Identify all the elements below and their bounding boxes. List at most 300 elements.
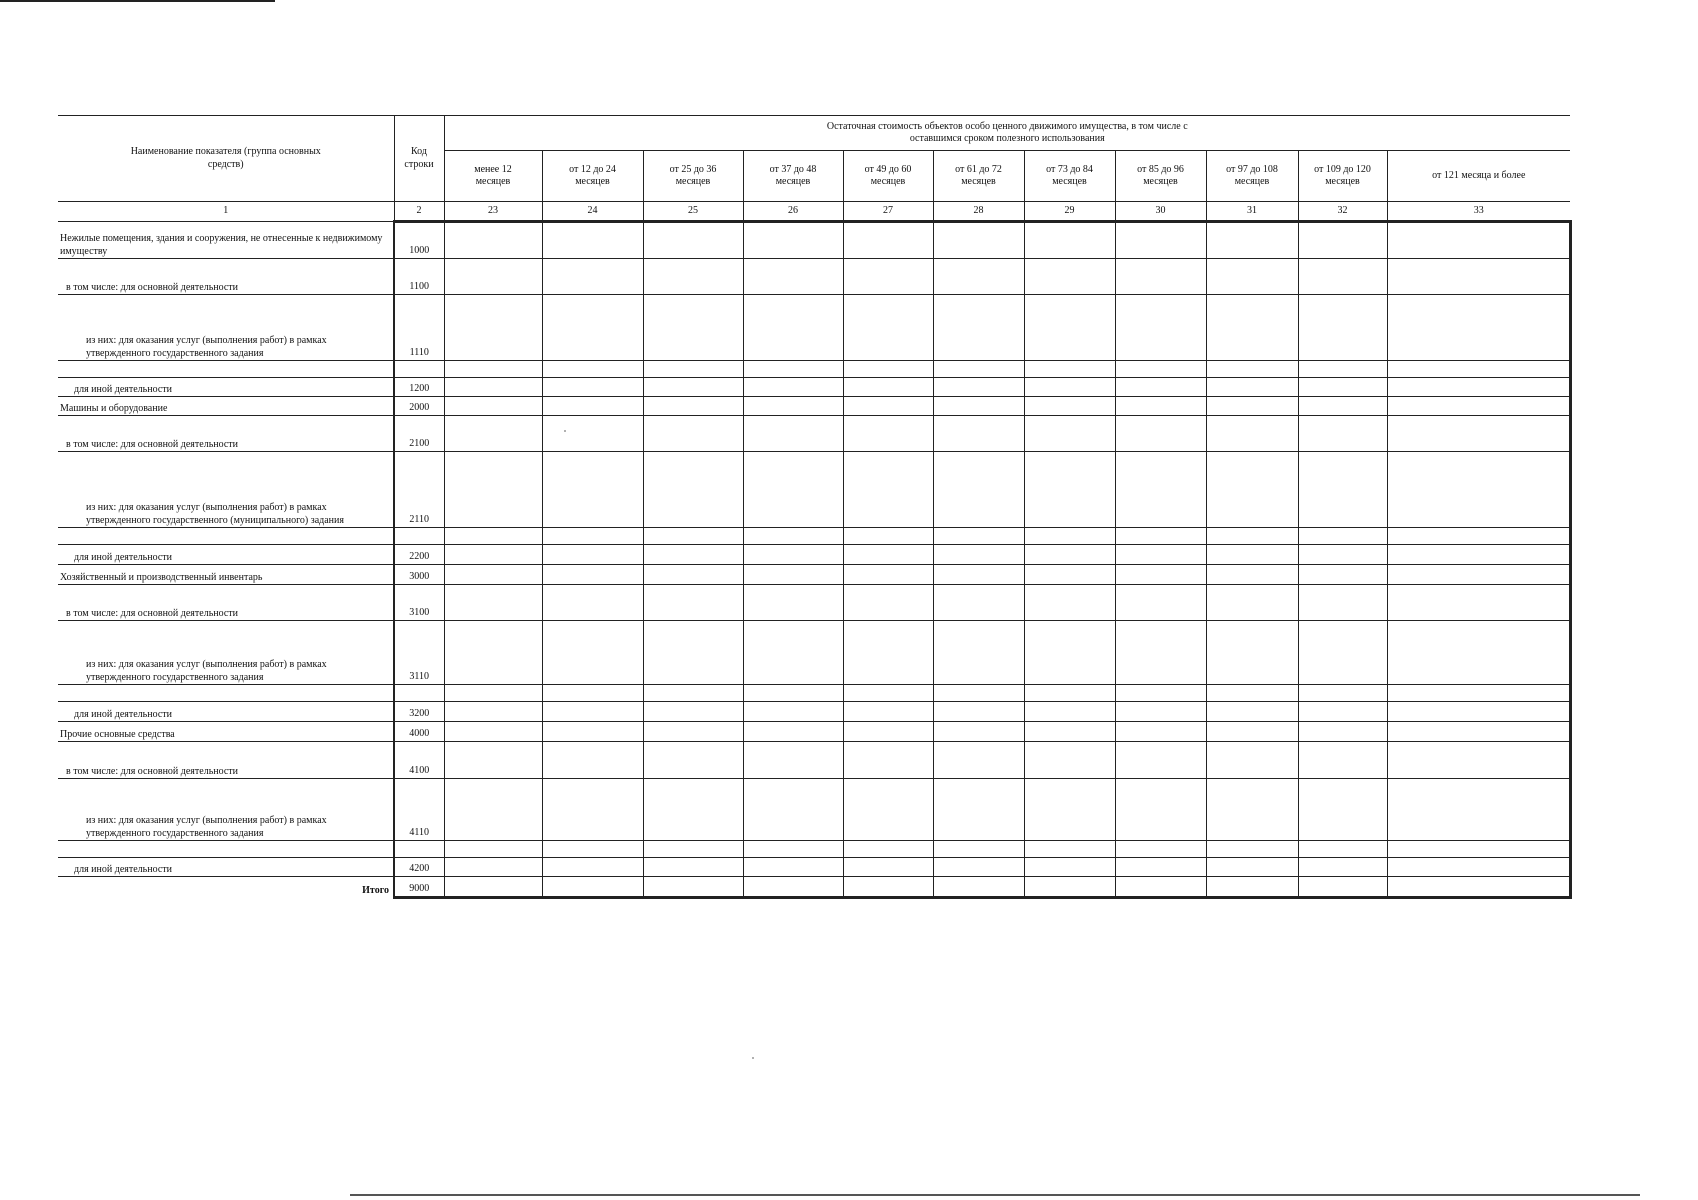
value-cell[interactable] bbox=[843, 378, 933, 397]
value-cell[interactable] bbox=[1298, 295, 1387, 361]
value-cell[interactable] bbox=[933, 702, 1024, 722]
row-name: из них: для оказания услуг (выполнения работ) в рамках утвержденного государственного (муниципального) задания bbox=[58, 452, 394, 528]
column-header-period: от 49 до 60 месяцев bbox=[843, 151, 933, 202]
value-cell[interactable] bbox=[643, 565, 743, 585]
row-name: в том числе: для основной деятельности bbox=[58, 742, 394, 779]
value-cell[interactable] bbox=[843, 397, 933, 416]
column-number: 1 bbox=[58, 202, 394, 222]
value-cell[interactable] bbox=[1115, 452, 1206, 528]
row-code bbox=[394, 528, 444, 545]
value-cell[interactable] bbox=[1206, 397, 1298, 416]
value-cell[interactable] bbox=[1115, 545, 1206, 565]
row-code: 2200 bbox=[394, 545, 444, 565]
table-row bbox=[58, 565, 1570, 585]
value-cell[interactable] bbox=[1024, 858, 1115, 877]
table-row bbox=[58, 877, 1570, 898]
value-cell[interactable] bbox=[743, 742, 843, 779]
row-code: 1110 bbox=[394, 295, 444, 361]
value-cell[interactable] bbox=[1387, 259, 1570, 295]
value-cell[interactable] bbox=[1387, 702, 1570, 722]
value-cell[interactable] bbox=[542, 585, 643, 621]
value-cell[interactable] bbox=[444, 361, 542, 378]
table-row bbox=[58, 528, 1570, 545]
value-cell[interactable] bbox=[1024, 585, 1115, 621]
value-cell[interactable] bbox=[1298, 416, 1387, 452]
value-cell[interactable] bbox=[1024, 295, 1115, 361]
value-cell[interactable] bbox=[1115, 702, 1206, 722]
value-cell[interactable] bbox=[1387, 545, 1570, 565]
value-cell[interactable] bbox=[933, 779, 1024, 841]
value-cell[interactable] bbox=[444, 378, 542, 397]
scan-edge-mark bbox=[0, 0, 275, 2]
value-cell[interactable] bbox=[643, 585, 743, 621]
value-cell[interactable] bbox=[643, 621, 743, 685]
value-cell[interactable] bbox=[444, 621, 542, 685]
row-code: 2000 bbox=[394, 397, 444, 416]
value-cell[interactable] bbox=[1024, 259, 1115, 295]
value-cell[interactable] bbox=[1387, 361, 1570, 378]
value-cell[interactable] bbox=[743, 416, 843, 452]
value-cell[interactable] bbox=[1115, 222, 1206, 259]
value-cell[interactable] bbox=[843, 702, 933, 722]
value-cell[interactable] bbox=[542, 877, 643, 898]
column-number: 23 bbox=[444, 202, 542, 222]
value-cell[interactable] bbox=[1206, 565, 1298, 585]
value-cell[interactable] bbox=[1387, 621, 1570, 685]
value-cell[interactable] bbox=[444, 877, 542, 898]
value-cell[interactable] bbox=[743, 685, 843, 702]
value-cell[interactable] bbox=[1206, 452, 1298, 528]
row-name: для иной деятельности bbox=[58, 858, 394, 877]
value-cell[interactable] bbox=[1298, 585, 1387, 621]
value-cell[interactable] bbox=[1024, 685, 1115, 702]
row-name: Хозяйственный и производственный инвентарь bbox=[58, 565, 394, 585]
value-cell[interactable] bbox=[643, 259, 743, 295]
value-cell[interactable] bbox=[1387, 528, 1570, 545]
value-cell[interactable] bbox=[1206, 685, 1298, 702]
value-cell[interactable] bbox=[444, 685, 542, 702]
value-cell[interactable] bbox=[1298, 361, 1387, 378]
value-cell[interactable] bbox=[743, 858, 843, 877]
column-header-period: от 25 до 36 месяцев bbox=[643, 151, 743, 202]
value-cell[interactable] bbox=[643, 378, 743, 397]
value-cell[interactable] bbox=[542, 295, 643, 361]
value-cell[interactable] bbox=[542, 222, 643, 259]
value-cell[interactable] bbox=[1024, 416, 1115, 452]
value-cell[interactable] bbox=[1115, 528, 1206, 545]
value-cell[interactable] bbox=[743, 585, 843, 621]
value-cell[interactable] bbox=[843, 565, 933, 585]
value-cell[interactable] bbox=[1387, 585, 1570, 621]
value-cell[interactable] bbox=[643, 685, 743, 702]
value-cell[interactable] bbox=[1206, 621, 1298, 685]
value-cell[interactable] bbox=[1206, 361, 1298, 378]
value-cell[interactable] bbox=[933, 222, 1024, 259]
value-cell[interactable] bbox=[1206, 722, 1298, 742]
value-cell[interactable] bbox=[743, 361, 843, 378]
column-header-period: от 85 до 96 месяцев bbox=[1115, 151, 1206, 202]
table-row bbox=[58, 545, 1570, 565]
row-code: 3100 bbox=[394, 585, 444, 621]
value-cell[interactable] bbox=[743, 702, 843, 722]
value-cell[interactable] bbox=[1387, 222, 1570, 259]
row-code: 4110 bbox=[394, 779, 444, 841]
value-cell[interactable] bbox=[542, 545, 643, 565]
value-cell[interactable] bbox=[542, 621, 643, 685]
row-name: Машины и оборудование bbox=[58, 397, 394, 416]
value-cell[interactable] bbox=[1387, 722, 1570, 742]
value-cell[interactable] bbox=[843, 742, 933, 779]
value-cell[interactable] bbox=[643, 722, 743, 742]
value-cell[interactable] bbox=[444, 397, 542, 416]
row-name: в том числе: для основной деятельности bbox=[58, 416, 394, 452]
value-cell[interactable] bbox=[933, 722, 1024, 742]
value-cell[interactable] bbox=[1387, 779, 1570, 841]
value-cell[interactable] bbox=[743, 877, 843, 898]
value-cell[interactable] bbox=[643, 397, 743, 416]
value-cell[interactable] bbox=[843, 361, 933, 378]
value-cell[interactable] bbox=[843, 585, 933, 621]
value-cell[interactable] bbox=[1387, 742, 1570, 779]
value-cell[interactable] bbox=[1206, 779, 1298, 841]
value-cell[interactable] bbox=[444, 722, 542, 742]
value-cell[interactable] bbox=[743, 621, 843, 685]
value-cell[interactable] bbox=[444, 858, 542, 877]
value-cell[interactable] bbox=[1024, 452, 1115, 528]
row-code: 1000 bbox=[394, 222, 444, 259]
value-cell[interactable] bbox=[933, 685, 1024, 702]
value-cell[interactable] bbox=[743, 397, 843, 416]
value-cell[interactable] bbox=[444, 585, 542, 621]
value-cell[interactable] bbox=[1298, 621, 1387, 685]
value-cell[interactable] bbox=[743, 222, 843, 259]
value-cell[interactable] bbox=[1387, 397, 1570, 416]
table-row bbox=[58, 397, 1570, 416]
value-cell[interactable] bbox=[1115, 621, 1206, 685]
value-cell[interactable] bbox=[743, 452, 843, 528]
value-cell[interactable] bbox=[843, 621, 933, 685]
table-row bbox=[58, 742, 1570, 779]
value-cell[interactable] bbox=[542, 361, 643, 378]
table-row bbox=[58, 416, 1570, 452]
value-cell[interactable] bbox=[1206, 858, 1298, 877]
value-cell[interactable] bbox=[933, 361, 1024, 378]
value-cell[interactable] bbox=[843, 259, 933, 295]
value-cell[interactable] bbox=[1115, 722, 1206, 742]
value-cell[interactable] bbox=[933, 565, 1024, 585]
column-header-period: от 109 до 120 месяцев bbox=[1298, 151, 1387, 202]
value-cell[interactable] bbox=[743, 565, 843, 585]
value-cell[interactable] bbox=[542, 841, 643, 858]
row-code: 4200 bbox=[394, 858, 444, 877]
scan-speck bbox=[752, 1057, 754, 1059]
value-cell[interactable] bbox=[1387, 877, 1570, 898]
value-cell[interactable] bbox=[743, 528, 843, 545]
value-cell[interactable] bbox=[1206, 877, 1298, 898]
row-name: из них: для оказания услуг (выполнения работ) в рамках утвержденного государственного задания bbox=[58, 295, 394, 361]
value-cell[interactable] bbox=[643, 841, 743, 858]
value-cell[interactable] bbox=[643, 545, 743, 565]
value-cell[interactable] bbox=[643, 702, 743, 722]
row-code: 3200 bbox=[394, 702, 444, 722]
column-header-period: от 121 месяца и более bbox=[1387, 151, 1570, 202]
value-cell[interactable] bbox=[843, 295, 933, 361]
value-cell[interactable] bbox=[444, 779, 542, 841]
value-cell[interactable] bbox=[1024, 222, 1115, 259]
value-cell[interactable] bbox=[444, 416, 542, 452]
value-cell[interactable] bbox=[743, 722, 843, 742]
value-cell[interactable] bbox=[933, 877, 1024, 898]
value-cell[interactable] bbox=[1024, 397, 1115, 416]
value-cell[interactable] bbox=[1298, 565, 1387, 585]
value-cell[interactable] bbox=[933, 452, 1024, 528]
value-cell[interactable] bbox=[1387, 295, 1570, 361]
value-cell[interactable] bbox=[542, 722, 643, 742]
value-cell[interactable] bbox=[1298, 841, 1387, 858]
value-cell[interactable] bbox=[933, 585, 1024, 621]
value-cell[interactable] bbox=[643, 452, 743, 528]
row-name bbox=[58, 841, 394, 858]
row-code: 3000 bbox=[394, 565, 444, 585]
value-cell[interactable] bbox=[1024, 361, 1115, 378]
column-number: 25 bbox=[643, 202, 743, 222]
column-number: 31 bbox=[1206, 202, 1298, 222]
value-cell[interactable] bbox=[1024, 722, 1115, 742]
row-name: из них: для оказания услуг (выполнения работ) в рамках утвержденного государственного задания bbox=[58, 779, 394, 841]
value-cell[interactable] bbox=[1298, 259, 1387, 295]
table-row bbox=[58, 378, 1570, 397]
value-cell[interactable] bbox=[1024, 528, 1115, 545]
value-cell[interactable] bbox=[743, 841, 843, 858]
value-cell[interactable] bbox=[444, 565, 542, 585]
value-cell[interactable] bbox=[1024, 742, 1115, 779]
value-cell[interactable] bbox=[1115, 295, 1206, 361]
value-cell[interactable] bbox=[1024, 565, 1115, 585]
value-cell[interactable] bbox=[542, 565, 643, 585]
value-cell[interactable] bbox=[1115, 685, 1206, 702]
value-cell[interactable] bbox=[1115, 378, 1206, 397]
value-cell[interactable] bbox=[444, 841, 542, 858]
column-number: 2 bbox=[394, 202, 444, 222]
value-cell[interactable] bbox=[1206, 416, 1298, 452]
value-cell[interactable] bbox=[542, 858, 643, 877]
value-cell[interactable] bbox=[1115, 259, 1206, 295]
value-cell[interactable] bbox=[1024, 378, 1115, 397]
value-cell[interactable] bbox=[933, 416, 1024, 452]
value-cell[interactable] bbox=[743, 378, 843, 397]
value-cell[interactable] bbox=[933, 545, 1024, 565]
value-cell[interactable] bbox=[1387, 416, 1570, 452]
value-cell[interactable] bbox=[1387, 685, 1570, 702]
value-cell[interactable] bbox=[643, 222, 743, 259]
column-header-name: Наименование показателя (группа основных средств) bbox=[58, 116, 394, 202]
value-cell[interactable] bbox=[933, 841, 1024, 858]
row-name: Прочие основные средства bbox=[58, 722, 394, 742]
value-cell[interactable] bbox=[1298, 545, 1387, 565]
value-cell[interactable] bbox=[1298, 378, 1387, 397]
value-cell[interactable] bbox=[843, 779, 933, 841]
value-cell[interactable] bbox=[444, 222, 542, 259]
value-cell[interactable] bbox=[542, 397, 643, 416]
value-cell[interactable] bbox=[444, 702, 542, 722]
value-cell[interactable] bbox=[1298, 779, 1387, 841]
row-code: 2110 bbox=[394, 452, 444, 528]
value-cell[interactable] bbox=[1115, 779, 1206, 841]
value-cell[interactable] bbox=[1206, 702, 1298, 722]
value-cell[interactable] bbox=[1206, 528, 1298, 545]
value-cell[interactable] bbox=[444, 259, 542, 295]
column-number: 30 bbox=[1115, 202, 1206, 222]
value-cell[interactable] bbox=[1206, 378, 1298, 397]
value-cell[interactable] bbox=[1024, 779, 1115, 841]
value-cell[interactable] bbox=[743, 259, 843, 295]
value-cell[interactable] bbox=[843, 416, 933, 452]
value-cell[interactable] bbox=[1387, 452, 1570, 528]
value-cell[interactable] bbox=[444, 295, 542, 361]
value-cell[interactable] bbox=[1024, 877, 1115, 898]
table-row bbox=[58, 361, 1570, 378]
table-row bbox=[58, 621, 1570, 685]
residual-value-table bbox=[58, 115, 1572, 899]
row-name: в том числе: для основной деятельности bbox=[58, 259, 394, 295]
value-cell[interactable] bbox=[542, 416, 643, 452]
value-cell[interactable] bbox=[1298, 858, 1387, 877]
value-cell[interactable] bbox=[1206, 841, 1298, 858]
value-cell[interactable] bbox=[542, 259, 643, 295]
value-cell[interactable] bbox=[933, 858, 1024, 877]
row-name: для иной деятельности bbox=[58, 702, 394, 722]
value-cell[interactable] bbox=[643, 779, 743, 841]
value-cell[interactable] bbox=[1024, 545, 1115, 565]
column-header-code: Код строки bbox=[394, 116, 444, 202]
value-cell[interactable] bbox=[643, 361, 743, 378]
value-cell[interactable] bbox=[933, 528, 1024, 545]
value-cell[interactable] bbox=[933, 397, 1024, 416]
row-name: из них: для оказания услуг (выполнения работ) в рамках утвержденного государственного задания bbox=[58, 621, 394, 685]
value-cell[interactable] bbox=[444, 452, 542, 528]
column-group-header: Остаточная стоимость объектов особо ценного движимого имущества, в том числе с оставшимся сроком полезного использования bbox=[444, 116, 1570, 151]
table-row bbox=[58, 295, 1570, 361]
column-header-period: менее 12 месяцев bbox=[444, 151, 542, 202]
value-cell[interactable] bbox=[843, 545, 933, 565]
value-cell[interactable] bbox=[1298, 742, 1387, 779]
value-cell[interactable] bbox=[643, 858, 743, 877]
row-code: 2100 bbox=[394, 416, 444, 452]
table-row bbox=[58, 259, 1570, 295]
value-cell[interactable] bbox=[1115, 416, 1206, 452]
value-cell[interactable] bbox=[933, 621, 1024, 685]
value-cell[interactable] bbox=[542, 742, 643, 779]
value-cell[interactable] bbox=[1298, 222, 1387, 259]
value-cell[interactable] bbox=[1115, 742, 1206, 779]
value-cell[interactable] bbox=[1024, 621, 1115, 685]
column-header-period: от 37 до 48 месяцев bbox=[743, 151, 843, 202]
value-cell[interactable] bbox=[1115, 585, 1206, 621]
column-number: 27 bbox=[843, 202, 933, 222]
value-cell[interactable] bbox=[1206, 295, 1298, 361]
row-code: 4000 bbox=[394, 722, 444, 742]
value-cell[interactable] bbox=[643, 877, 743, 898]
value-cell[interactable] bbox=[1206, 222, 1298, 259]
value-cell[interactable] bbox=[643, 528, 743, 545]
value-cell[interactable] bbox=[1115, 858, 1206, 877]
value-cell[interactable] bbox=[542, 779, 643, 841]
value-cell[interactable] bbox=[1024, 702, 1115, 722]
row-code: 1200 bbox=[394, 378, 444, 397]
value-cell[interactable] bbox=[933, 742, 1024, 779]
value-cell[interactable] bbox=[1387, 378, 1570, 397]
scan-edge-mark bbox=[350, 1194, 1640, 1196]
value-cell[interactable] bbox=[843, 452, 933, 528]
row-code: 4100 bbox=[394, 742, 444, 779]
value-cell[interactable] bbox=[1206, 585, 1298, 621]
value-cell[interactable] bbox=[1298, 452, 1387, 528]
value-cell[interactable] bbox=[542, 378, 643, 397]
value-cell[interactable] bbox=[1115, 397, 1206, 416]
value-cell[interactable] bbox=[1115, 361, 1206, 378]
value-cell[interactable] bbox=[1115, 877, 1206, 898]
value-cell[interactable] bbox=[444, 528, 542, 545]
value-cell[interactable] bbox=[444, 545, 542, 565]
value-cell[interactable] bbox=[1298, 685, 1387, 702]
value-cell[interactable] bbox=[1298, 722, 1387, 742]
value-cell[interactable] bbox=[1298, 877, 1387, 898]
value-cell[interactable] bbox=[1115, 565, 1206, 585]
value-cell[interactable] bbox=[542, 452, 643, 528]
row-name: для иной деятельности bbox=[58, 545, 394, 565]
row-name: для иной деятельности bbox=[58, 378, 394, 397]
value-cell[interactable] bbox=[542, 685, 643, 702]
value-cell[interactable] bbox=[843, 877, 933, 898]
value-cell[interactable] bbox=[933, 378, 1024, 397]
value-cell[interactable] bbox=[933, 295, 1024, 361]
table-row bbox=[58, 841, 1570, 858]
table-row bbox=[58, 685, 1570, 702]
value-cell[interactable] bbox=[1387, 858, 1570, 877]
value-cell[interactable] bbox=[933, 259, 1024, 295]
value-cell[interactable] bbox=[1206, 545, 1298, 565]
value-cell[interactable] bbox=[643, 416, 743, 452]
column-header-period: от 97 до 108 месяцев bbox=[1206, 151, 1298, 202]
value-cell[interactable] bbox=[843, 841, 933, 858]
value-cell[interactable] bbox=[1024, 841, 1115, 858]
value-cell[interactable] bbox=[743, 295, 843, 361]
table-body bbox=[58, 222, 1570, 898]
table-row bbox=[58, 779, 1570, 841]
value-cell[interactable] bbox=[1206, 259, 1298, 295]
value-cell[interactable] bbox=[843, 685, 933, 702]
value-cell[interactable] bbox=[542, 528, 643, 545]
value-cell[interactable] bbox=[1115, 841, 1206, 858]
value-cell[interactable] bbox=[1387, 565, 1570, 585]
value-cell[interactable] bbox=[843, 858, 933, 877]
value-cell[interactable] bbox=[843, 722, 933, 742]
value-cell[interactable] bbox=[1206, 742, 1298, 779]
value-cell[interactable] bbox=[743, 545, 843, 565]
row-code: 9000 bbox=[394, 877, 444, 898]
value-cell[interactable] bbox=[643, 742, 743, 779]
value-cell[interactable] bbox=[1298, 528, 1387, 545]
value-cell[interactable] bbox=[542, 702, 643, 722]
value-cell[interactable] bbox=[1387, 841, 1570, 858]
value-cell[interactable] bbox=[843, 528, 933, 545]
value-cell[interactable] bbox=[643, 295, 743, 361]
value-cell[interactable] bbox=[1298, 702, 1387, 722]
value-cell[interactable] bbox=[1298, 397, 1387, 416]
value-cell[interactable] bbox=[843, 222, 933, 259]
value-cell[interactable] bbox=[743, 779, 843, 841]
value-cell[interactable] bbox=[444, 742, 542, 779]
